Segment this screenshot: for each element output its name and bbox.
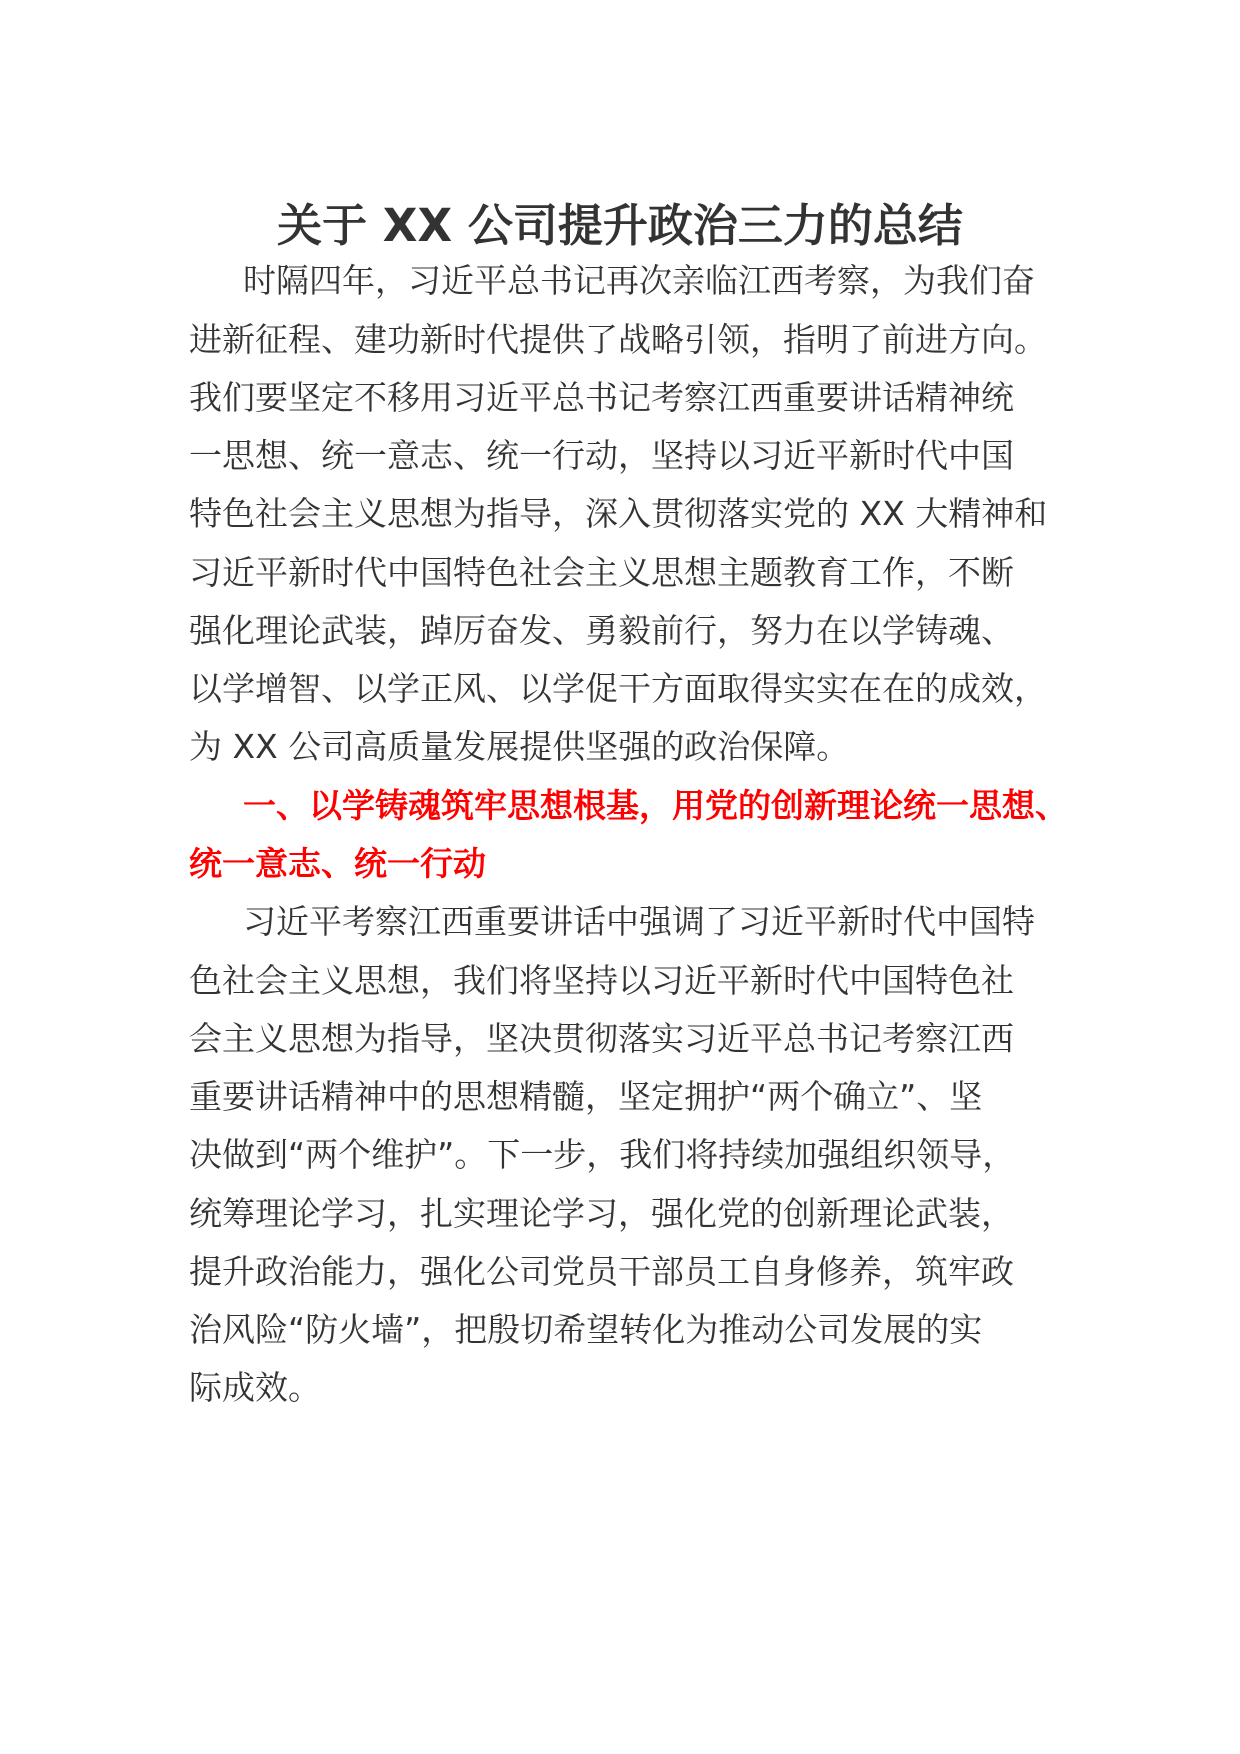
text-line: 强化理论武装，踔厉奋发、勇毅前行，努力在以学铸魂、 [189,611,1014,650]
text-line: 特色社会主义思想为指导，深入贯彻落实党的 XX 大精神和 [189,494,1048,533]
text-line: 统筹理论学习，扎实理论学习，强化党的创新理论武装， [189,1194,1014,1233]
text-line: 会主义思想为指导，坚决贯彻落实习近平总书记考察江西 [189,1019,1014,1058]
text-line: 进新征程、建功新时代提供了战略引领，指明了前进方向。 [189,320,1047,359]
text-line: 治风险“防火墙”，把殷切希望转化为推动公司发展的实 [189,1310,983,1349]
text-line: 提升政治能力，强化公司党员干部员工自身修养，筑牢政 [189,1252,1014,1291]
text-line: 为 XX 公司高质量发展提供坚强的政治保障。 [189,727,850,766]
text-line: 重要讲话精神中的思想精髓，坚定拥护“两个确立”、坚 [189,1077,983,1116]
text-line: 以学增智、以学正风、以学促干方面取得实实在在的成效， [189,669,1047,708]
text-line: 习近平新时代中国特色社会主义思想主题教育工作，不断 [189,553,1014,592]
heading-line: 统一意志、统一行动 [189,844,486,883]
text-line: 一思想、统一意志、统一行动，坚持以习近平新时代中国 [189,436,1014,475]
text-line: 我们要坚定不移用习近平总书记考察江西重要讲话精神统 [189,378,1014,417]
heading-line: 一、以学铸魂筑牢思想根基，用党的创新理论统一思想、 [243,786,1068,825]
document-title: 关于 XX 公司提升政治三力的总结 [277,199,963,252]
text-line: 习近平考察江西重要讲话中强调了习近平新时代中国特 [243,902,1035,941]
text-line: 时隔四年，习近平总书记再次亲临江西考察，为我们奋 [243,261,1035,300]
text-line: 决做到“两个维护”。下一步，我们将持续加强组织领导， [189,1135,1016,1174]
text-line: 际成效。 [189,1368,321,1407]
text-line: 色社会主义思想，我们将坚持以习近平新时代中国特色社 [189,961,1014,1000]
